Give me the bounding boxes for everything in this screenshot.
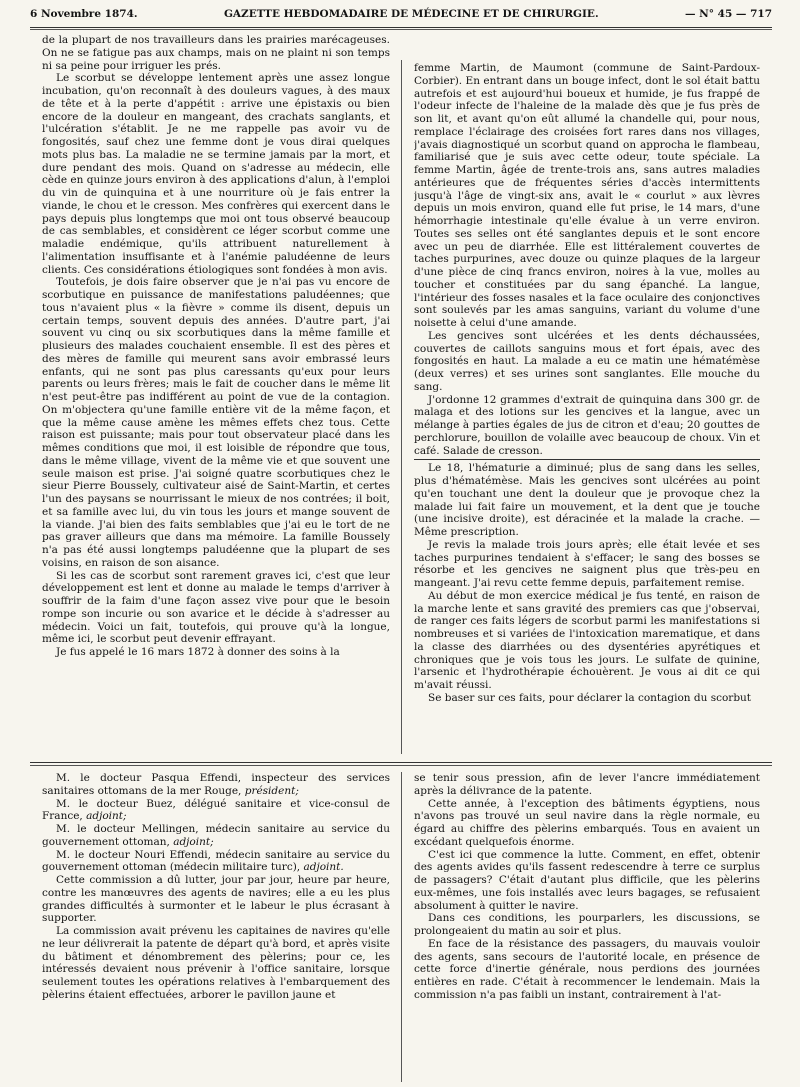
section-separator: [30, 762, 772, 763]
column-divider: [401, 60, 402, 754]
paragraph: Se baser sur ces faits, pour déclarer la contagion du scorbut: [428, 691, 752, 704]
paragraph: femme Martin, de Maumont (commune de Saint-Pardoux-Corbier). En entrant dans un bouge infect, dont le sol était battu autrefois et est aujourd'hui boueux et humide, je fus frappé de l'odeur infecte de l'haleine de la malade dès que je fus près de son lit, et avant qu'on eût allumé la chandelle qui, pour nous, remplace l'éclairage des croisées fort rares dans nos villages, j'avais diagnostiqué un scorbut quand on approcha le flambeau, familiarisé que je suis avec cette odeur, toute spéciale. La femme Martin, âgée de trente-trois ans, sans autres maladies antérieures que de fréquentes séries d'accès intermittents jusqu'à l'âge de vingt-six ans, avait le « courlut » aux lèvres depuis un mois environ, quand elle fut prise, le 14 mars, d'une hémorrhagie intestinale qu'elle évalue à un verre environ. Toutes ses selles ont été sanglantes depuis et le sont encore avec un peu de diarrhée. Elle est littéralement couvertes de taches purpurines, avec douze ou quinze plaques de la largeur d'une pièce de cinq francs environ, noires à la vue, molles au toucher et constituées par du sang épanché. La langue, l'intérieur des fosses nasales et la face oculaire des conjonctives sont soulevés par les amas sanguins, variant du volume d'une noisette à celui d'une amande.: [414, 62, 760, 329]
paragraph: Je revis la malade trois jours après; elle était levée et ses taches purpurines tendaient à s'effacer; le sang des bosses se résorbe et les gencives ne saignent plus que très-peu en mangeant. J'ai revu cette femme depuis, parfaitement remise.: [414, 538, 760, 589]
paragraph: M. le docteur Pasqua Effendi, inspecteur des services sanitaires ottomans de la mer Rouge, président;: [42, 772, 390, 797]
header-rule-secondary: [30, 29, 772, 30]
article-column-top-left: [42, 34, 390, 754]
paragraph: Dans ces conditions, les pourparlers, les discussions, se prolongeaient du matin au soir et plus.: [414, 912, 760, 937]
paragraph: Je fus appelé le 16 mars 1872 à donner des soins à la: [56, 646, 340, 658]
column-divider-bottom: [401, 772, 402, 1082]
article-column-bottom-left: [42, 772, 390, 1082]
article-column-bottom-right: [414, 772, 760, 1082]
paragraph: M. le docteur Buez, délégué sanitaire et vice-consul de France, adjoint;: [42, 797, 390, 823]
paragraph: Le scorbut se développe lentement après une assez longue incubation, qu'on reconnaît à des douleurs vagues, à des maux de tête et à la perte d'appétit : arrive une épistaxis ou bien encore de la douleur en mangeant, des crachats sanglants, et l'ulcération s'établit. Je ne me rappelle pas avoir vu de fongosités, sauf chez une femme dont je vous dirai quelques mots plus bas. La maladie ne se termine jamais par la mort, et dure pendant des mois. Quand on s'adresse au médecin, elle cède en quinze jours environ à des applications d'alun, à l'emploi du vin de quinquina et à une nourriture où je fais entrer la viande, le chou et le cresson. Mes confrères qui exercent dans le pays depuis plus longtemps que moi ont tous observé beaucoup de cas semblables, et considèrent ce léger scorbut comme une maladie endémique, qu'ils attribuent naturellement à l'alimentation insuffisante et à l'anémie paludéenne de leurs clients. Ces considérations étiologiques sont fondées à mon avis.: [42, 72, 390, 276]
paragraph: Au début de mon exercice médical je fus tenté, en raison de la marche lente et sans gravité des premiers cas que j'observai, de ranger ces faits légers de scorbut parmi les manifestations si nombreuses et si variées de l'intoxication marematique, et dans la classe des diarrhées ou des dysentéries apyrétiques et chroniques que je vois tous les jours. Le sulfate de quinine, l'arsenic et l'hydrothérapie échouèrent. Je vous ai dit ce qui m'avait réussi.: [414, 589, 760, 691]
paragraph: J'ordonne 12 grammes d'extrait de quinquina dans 300 gr. de malaga et des lotions sur les gencives et la langue, avec un mélange à parties égales de jus de citron et d'eau; 20 gouttes de perchlorure, bouillon de volaille avec beaucoup de choux. Vin et café. Salade de cresson.: [414, 394, 760, 461]
paragraph: C'est ici que commence la lutte. Comment, en effet, obtenir des agents avides qu'ils fassent redescendre à terre ce surplus de passagers? C'était d'autant plus difficile, que les pèlerins eux-mêmes, une fois installés avec leurs bagages, se refusaient absolument à quitter le navire.: [414, 848, 760, 912]
header-date: 6 Novembre 1874.: [30, 8, 138, 20]
paragraph: La commission avait prévenu les capitaines de navires qu'elle ne leur délivrerait la patente de départ qu'à bord, et après visite du bâtiment et dénombrement des pèlerins; pour ce, les intéressés devaient nous prévenir à l'office sanitaire, lorsque seulement toutes les opérations relatives à l'embarquement des pèlerins étaient effectuées, arborer le pavillon jaune et: [42, 925, 390, 1001]
paragraph: M. le docteur Nouri Effendi, médecin sanitaire au service du gouvernement ottoman (médecin militaire turc), adjoint.: [42, 848, 390, 874]
page-header: [30, 4, 772, 24]
paragraph: se tenir sous pression, afin de lever l'ancre immédiatement après la délivrance de la patente.: [414, 772, 760, 797]
article-column-top-right: [414, 62, 760, 754]
header-rule: [30, 27, 772, 28]
paragraph: En face de la résistance des passagers, du mauvais vouloir des agents, sans secours de l'autorité locale, en présence de cette force d'inertie générale, nous perdions des journées entières en rade. C'était à recommencer le lendemain. Mais la commission n'a pas faibli un instant, contrairement à l'at-: [414, 937, 760, 1001]
header-title: GAZETTE HEBDOMADAIRE DE MÉDECINE ET DE CHIRURGIE.: [223, 8, 599, 20]
paragraph: Les gencives sont ulcérées et les dents déchaussées, couvertes de caillots sanguins mous et fort épais, avec des fongosités en haut. La malade a eu ce matin une hématémèse (deux verres) et ses urines sont sanglantes. Elle mouche du sang.: [414, 329, 760, 393]
paragraph: M. le docteur Mellingen, médecin sanitaire au service du gouvernement ottoman, adjoint;: [42, 823, 390, 848]
paragraph: Cette année, à l'exception des bâtiments égyptiens, nous n'avons pas trouvé un seul navire dans la règle normale, eu égard au chiffre des pèlerins embarqués. Tous en avaient un excédant quelquefois énorme.: [414, 797, 760, 848]
section-separator-secondary: [30, 765, 772, 766]
paragraph: Si les cas de scorbut sont rarement graves ici, c'est que leur développement est lent et donne au malade le temps d'arriver à souffrir de la faim d'une façon assez vive pour que le besoin rompe son incurie ou son avarice et le décide à s'adresser au médecin. Voici un fait, toutefois, qui prouve qu'à la longue, même ici, le scorbut peut devenir effrayant.: [42, 569, 390, 646]
paragraph: Le 18, l'hématurie a diminué; plus de sang dans les selles, plus d'hématémèse. Mais les gencives sont ulcérées au point qu'en touchant une dent la douleur que je provoque chez la malade lui fait faire un mouvement, et la dent que je touche (une incisive droite), est déracinée et la malade la crache. — Même prescription.: [414, 462, 760, 538]
paragraph: Cette commission a dû lutter, jour par jour, heure par heure, contre les manœuvres des agents de navires; elle a eu les plus grandes difficultés à surmonter et le labeur le plus écrasant à supporter.: [42, 874, 390, 925]
header-page-number: — N° 45 — 717: [685, 8, 772, 20]
paragraph: Toutefois, je dois faire observer que je n'ai pas vu encore de scorbutique en puissance de manifestations paludéennes; que tous n'avaient plus « la fièvre » comme ils disent, depuis un certain temps, souvent depuis des années. D'autre part, j'ai souvent vu cinq ou six scorbutiques dans la même famille et plusieurs des malades couchaient ensemble. Il est des pères et des mères de famille qui meurent sans avoir embrassé leurs enfants, qui ne sont pas plus caressants qu'eux pour leurs parents ou leurs frères; mais le fait de coucher dans le même lit n'est peut-être pas indifférent au point de vue de la contagion. On m'objectera qu'une famille entière vit de la même façon, et que la même cause amène les mêmes effets chez tous. Cette raison est puissante; mais pour tout observateur placé dans les mêmes conditions que moi, il est loisible de répondre que tous, dans le même village, vivent de la même vie et que souvent une seule maison est prise. J'ai soigné quatre scorbutiques chez le sieur Pierre Boussely, cultivateur aisé de Saint-Martin, et certes l'un des paysans se nourrissant le mieux de nos contrées; il boit, et sa famille avec lui, du vin tous les jours et mange souvent de la viande. J'ai bien des faits semblables que j'ai eu le tort de ne pas graver ailleurs que dans ma mémoire. La famille Boussely n'a pas été aussi longtemps paludéenne que la plupart de ses voisins, en raison de son aisance.: [42, 276, 390, 569]
paragraph: de la plupart de nos travailleurs dans les prairies marécageuses. On ne se fatigue pas aux champs, mais on ne plaint ni son temps ni sa peine pour irriguer les prés.: [42, 34, 390, 72]
